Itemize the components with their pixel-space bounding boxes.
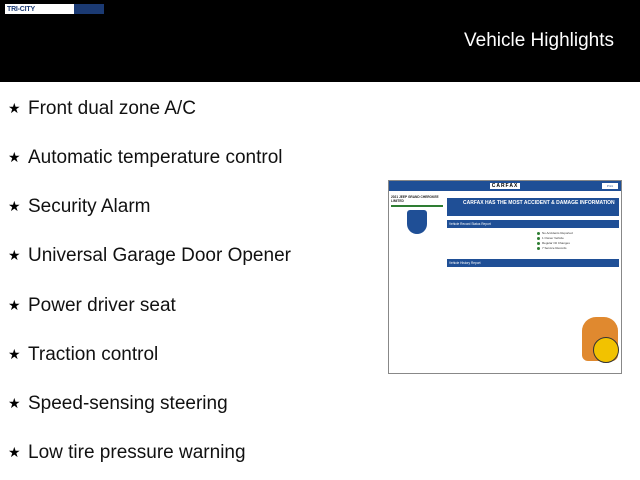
carfax-main bbox=[447, 195, 619, 267]
carfax-shield-icon bbox=[407, 210, 427, 234]
logo-phone-box bbox=[74, 4, 104, 14]
star-icon: ★ bbox=[8, 445, 21, 461]
star-icon: ★ bbox=[8, 199, 21, 215]
star-icon: ★ bbox=[8, 396, 21, 412]
star-icon: ★ bbox=[8, 248, 21, 264]
dealer-logo[interactable] bbox=[5, 4, 104, 14]
feature-item bbox=[8, 245, 291, 267]
page-title: Vehicle Highlights bbox=[464, 30, 614, 51]
check-icon bbox=[537, 247, 540, 250]
history-report-bar: Vehicle History Report bbox=[447, 259, 619, 267]
history-item: 1 Owner Vehicle bbox=[537, 236, 619, 241]
feature-label: Front dual zone A/C bbox=[28, 98, 196, 119]
logo-text: TRI-CITY bbox=[7, 5, 35, 13]
feature-label: Security Alarm bbox=[28, 196, 151, 217]
history-item: Regular Oil Changes bbox=[537, 241, 619, 246]
check-icon bbox=[537, 237, 540, 240]
check-icon bbox=[537, 242, 540, 245]
carfax-badge-icon bbox=[593, 337, 619, 363]
check-icon bbox=[537, 232, 540, 235]
carfax-topbar bbox=[389, 181, 621, 191]
feature-label: Speed-sensing steering bbox=[28, 393, 228, 414]
carfax-report-image[interactable] bbox=[388, 180, 622, 374]
feature-label: Low tire pressure warning bbox=[28, 442, 246, 463]
feature-item bbox=[8, 393, 228, 415]
star-icon: ★ bbox=[8, 101, 21, 117]
carfax-logo: CARFAX bbox=[491, 183, 519, 189]
feature-item bbox=[8, 196, 150, 218]
history-item: 7 Service Records bbox=[537, 246, 619, 251]
star-icon: ★ bbox=[8, 347, 21, 363]
carfax-nav-item[interactable] bbox=[391, 205, 443, 207]
star-icon: ★ bbox=[8, 150, 21, 166]
feature-item bbox=[8, 442, 246, 464]
carfax-sidebar bbox=[391, 195, 443, 237]
feature-item bbox=[8, 344, 158, 366]
history-item: No Accidents Reported bbox=[537, 231, 619, 236]
print-button[interactable]: Print bbox=[602, 183, 618, 189]
feature-label: Power driver seat bbox=[28, 295, 176, 316]
feature-label: Universal Garage Door Opener bbox=[28, 245, 291, 266]
feature-item bbox=[8, 98, 196, 120]
star-icon: ★ bbox=[8, 298, 21, 314]
feature-label: Traction control bbox=[28, 344, 159, 365]
record-status-bar: Vehicle Record Status Report bbox=[447, 220, 619, 228]
feature-item bbox=[8, 295, 176, 317]
feature-item bbox=[8, 147, 283, 169]
carfax-banner: CARFAX HAS THE MOST ACCIDENT & DAMAGE INFORMATION bbox=[447, 198, 619, 216]
vehicle-title: 2021 JEEP GRAND CHEROKEE LIMITED bbox=[391, 195, 439, 204]
history-summary bbox=[537, 231, 619, 251]
header-bar bbox=[0, 0, 640, 82]
feature-label: Automatic temperature control bbox=[28, 147, 283, 168]
